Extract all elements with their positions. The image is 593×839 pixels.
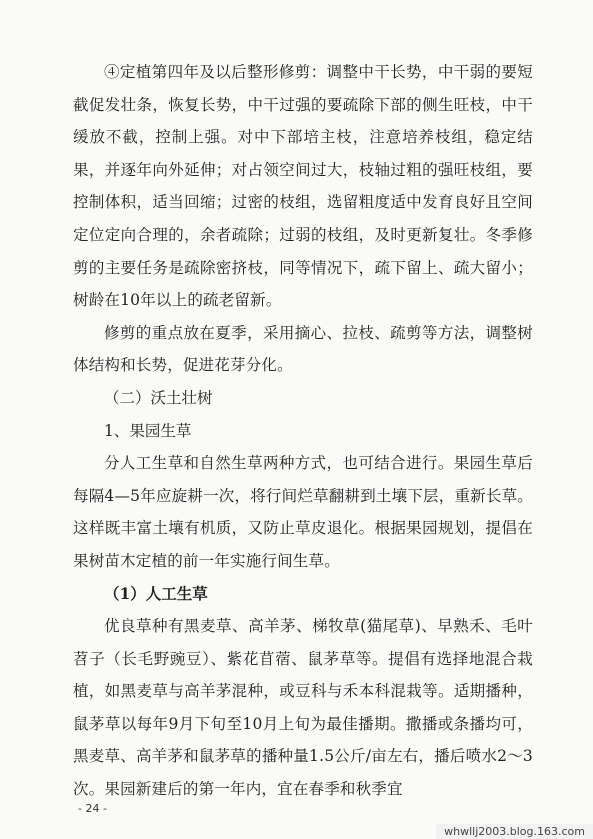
- blog-watermark: whwllj2003.blog.163.com: [436, 824, 593, 839]
- paragraph-pruning-year4: ④定植第四年及以后整形修剪：调整中干长势，中干弱的要短截促发壮条，恢复长势，中干过强的要疏除下部的侧生旺枝，中干缓放不截，控制上强。对中下部培主枝，注意培养枝组，稳定结果，并逐年向外延伸；对占领空间过大，枝轴过粗的强旺枝组，要控制体积，适当回缩；过密的枝组，选留粗度适中发育良好且空间定位定向合理的，余者疏除；过弱的枝组，及时更新复壮。冬季修剪的主要任务是疏除密挤枝，同等情况下，疏下留上、疏大留小；树龄在10年以上的疏老留新。: [73, 63, 533, 310]
- paragraph-grass-species: 优良草种有黑麦草、高羊茅、梯牧草(猫尾草)、早熟禾、毛叶苕子（长毛野豌豆）、紫花苜蓿、鼠茅草等。提倡有选择地混合栽植，如黑麦草与高羊茅混种，或豆科与禾本科混栽等。适期播种，鼠茅草以每年9月下旬至10月上旬为最佳播期。撒播或条播均可，黑麦草、高羊茅和鼠茅草的播种量1.5公斤/亩左右，播后喷水2～3次。果园新建后的第一年内，宜在春季和秋季宜: [73, 617, 533, 799]
- paragraph-grass-methods: 分人工生草和自然生草两种方式，也可结合进行。果园生草后每隔4—5年应旋耕一次，将行间烂草翻耕到土壤下层，重新长草。这样既丰富土壤有机质，又防止草皮退化。根据果园规划，提倡在果树苗木定植的前一年实施行间生草。: [73, 454, 533, 570]
- section-heading-soil: （二）沃土壮树: [104, 388, 213, 407]
- paragraph-summer-pruning: 修剪的重点放在夏季，采用摘心、拉枝、疏剪等方法，调整树体结构和长势，促进花芽分化。: [73, 323, 533, 375]
- document-body: [73, 56, 533, 806]
- page-number: - 24 -: [78, 802, 107, 815]
- subsection-heading-grass: 1、果园生草: [104, 421, 192, 440]
- subsection-heading-artificial-grass: （1）人工生草: [104, 583, 208, 603]
